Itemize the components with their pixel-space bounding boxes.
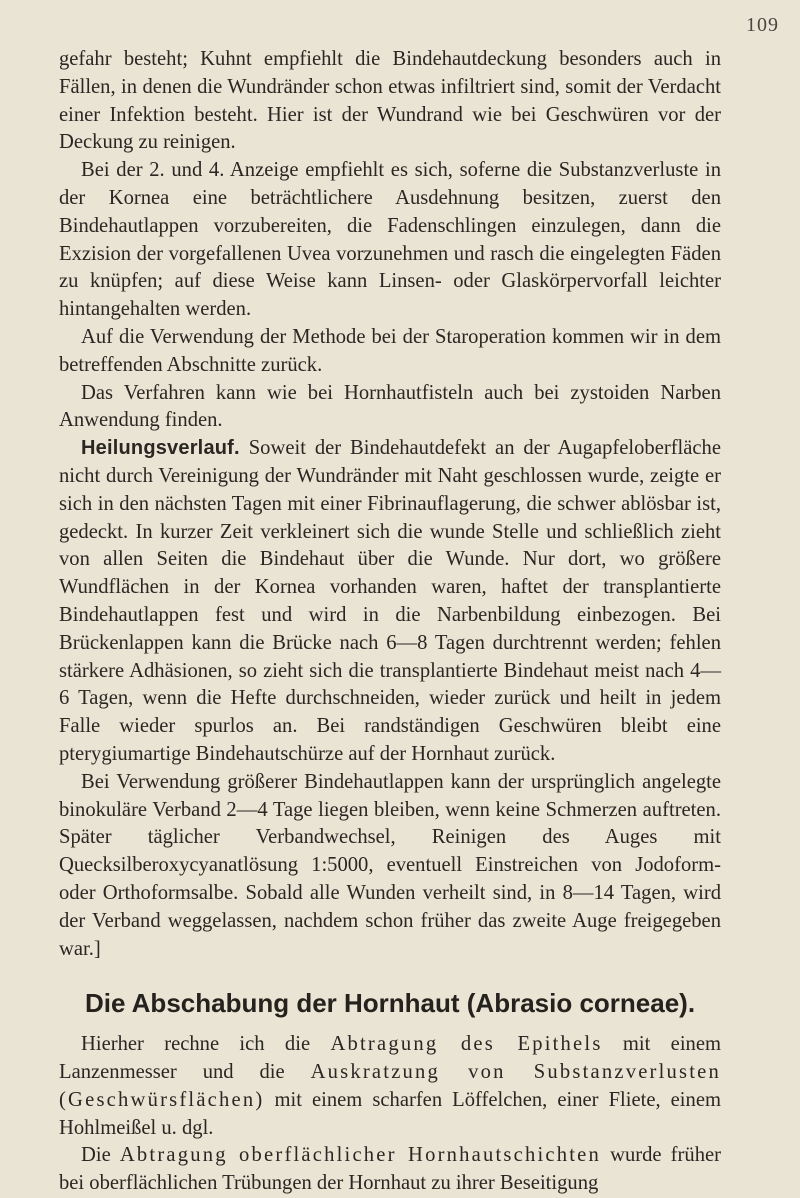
paragraph-staroperation: Auf die Verwendung der Methode bei der Staroperation kommen wir in dem betreffenden Abschnitte zurück. bbox=[59, 325, 721, 376]
paragraph-verband: Bei Verwendung größerer Bindehautlappen kann der ursprünglich angelegte binokuläre Verband 2—4 Tage liegen bleiben, wenn keine Schmerzen auftreten. Später täglicher Verbandwechsel, Reinigen des Auges mit Quecksilberoxycyanatlösung 1:5000, eventuell Einstreichen von Jodoform- oder Orthoformsalbe. Sobald alle Wunden verheilt sind, in 8—14 Tagen, wird der Verband weggelassen, nachdem schon früher das zweite Auge freigegeben war.] bbox=[59, 770, 721, 960]
paragraph-heilungsverlauf bbox=[59, 435, 721, 769]
spaced-term-auskratzung: Auskratzung von Substanzverlusten (Geschwürsflächen) bbox=[59, 1061, 721, 1111]
spaced-term-abtragung: Abtragung oberflächlicher Hornhautschichten bbox=[119, 1144, 601, 1167]
paragraph-anzeige: Bei der 2. und 4. Anzeige empfiehlt es sich, soferne die Substanzverluste in der Kornea eine beträchtlichere Ausdehnung besitzen, zuerst den Bindehautlappen vorzubereiten, die Fadenschlingen einzulegen, dann die Exzision der vorgefallenen Uvea vorzunehmen und rasch die eingelegten Fäden zu knüpfen; auf diese Weise kann Linsen- oder Glaskörpervorfall leichter hintangehalten werden. bbox=[59, 159, 721, 321]
page-number: 109 bbox=[746, 14, 779, 36]
heilungsverlauf-title: Heilungsverlauf. bbox=[81, 437, 240, 460]
paragraph-kuhnt: gefahr besteht; Kuhnt empfiehlt die Bindehautdeckung besonders auch in Fällen, in denen die Wundränder schon etwas infiltriert sind, somit der Verdacht einer Infektion besteht. Hier ist der Wundrand wie bei Geschwüren vor der Deckung zu reinigen. bbox=[59, 48, 721, 154]
paragraph-abrasio-2 bbox=[59, 1142, 721, 1198]
body-text bbox=[59, 46, 721, 1198]
paragraph-abrasio-1 bbox=[59, 1031, 721, 1142]
text-run: mit einem scharfen Löffelchen, einer Fliete, einem Hohlmeißel u. dgl. bbox=[59, 1088, 721, 1139]
section-heading: Die Abschabung der Hornhaut (Abrasio corneae). bbox=[84, 988, 696, 1019]
spaced-term-epithel: Abtragung des Epithels bbox=[330, 1033, 603, 1056]
text-run: Die bbox=[81, 1144, 120, 1167]
text-run: Hierher rechne ich die bbox=[81, 1033, 331, 1056]
heilungsverlauf-text: Soweit der Bindehautdefekt an der Augapfeloberfläche nicht durch Vereinigung der Wundränder mit Naht geschlossen wurde, zeigte er sich in den nächsten Tagen mit einer Fibrinauflagerung, die schwer ablösbar ist, gedeckt. In kurzer Zeit verkleinert sich die wunde Stelle und schließlich zieht von allen Seiten die Bindehaut über die Wunde. Nur dort, wo größere Wundflächen in der Kornea vorhanden waren, haftet der transplantierte Bindehautlappen fest und wird in die Narbenbildung einbezogen. Bei Brückenlappen kann die Brücke nach 6—8 Tagen durchtrennt werden; fehlen stärkere Adhäsionen, so zieht sich die transplantierte Bindehaut meist nach 4—6 Tagen, wenn die Hefte durchschneiden, wieder zurück und heilt in jedem Falle wieder spurlos an. Bei randständigen Geschwüren bleibt eine pterygiumartige Bindehautschürze auf der Hornhaut zurück. bbox=[59, 437, 721, 765]
paragraph-verfahren: Das Verfahren kann wie bei Hornhautfisteln auch bei zystoiden Narben Anwendung finden. bbox=[59, 381, 721, 432]
text-run: mit einem Lanzenmesser und die bbox=[59, 1033, 722, 1084]
text-run: wurde früher bei oberflächlichen Trübungen der Hornhaut zu ihrer Beseitigung bbox=[59, 1144, 721, 1195]
